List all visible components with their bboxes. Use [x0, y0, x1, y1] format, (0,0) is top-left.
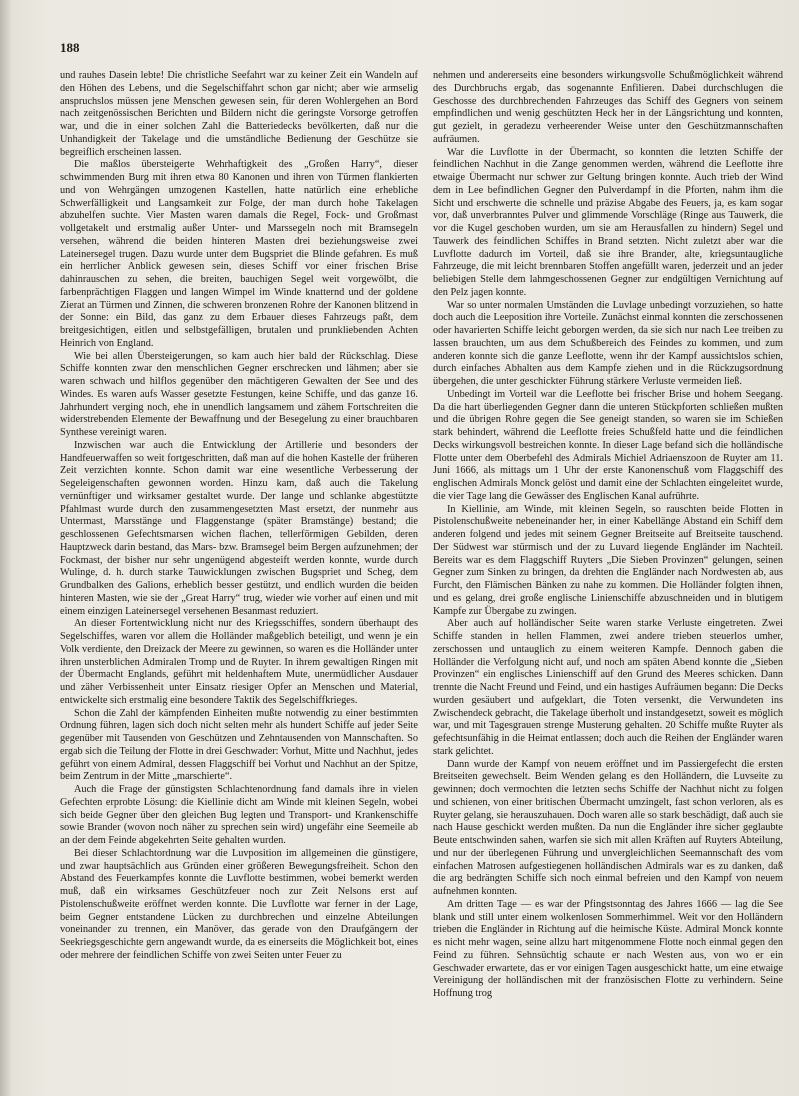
paragraph: Aber auch auf holländischer Seite waren starke Verluste eingetreten. Zwei Schiffe standen in hellen Flammen, zwei andere trieben steuerlos umher, zerschossen und untauglich zu einem weiteren Kampfe. Dennoch gaben die Holländer die Verfolgung nicht auf, und noch am späten Abend konnte die „Sieben Provinzen“ ein englisches Linienschiff auf den Grund des Meeres schicken. Dann trennte die Nacht Freund und Feind, und ein hastiges Aufräumen begann: Die Decks wurden gesäubert und aufgeklart, die Toten versenkt, die Verwundeten ins Zwischendeck gebracht, die Takelage überholt und instandgesetzt, soweit es möglich war, und mit Tagesgrauen strenge Musterung gehalten. 20 Schiffe mußte Ruyter als gefechtsunfähig in die Heimat entlassen; doch auch die Reihen der Engländer waren stark gelichtet.	[433, 618, 783, 757]
left-column	[60, 70, 418, 963]
paragraph: War die Luvflotte in der Übermacht, so konnten die letzten Schiffe der feindlichen Nachhut in die Zange genommen werden, während die Leeflotte ihre etwaige Übermacht nur schwer zur Geltung bringen konnte. Auch trieb der Wind dem in Lee befindlichen Gegner den Pulverdampf in die Pforten, nahm ihm die Sicht und erschwerte die schnelle und präzise Abgabe des Feuers, ja, es kam sogar vor, daß unverbranntes Pulver und glimmende Vorschläge (Ringe aus Tauwerk, die vor die Kugel geschoben wurden, um sie am Herausfallen zu hindern) Segel und Tauwerk des feindlichen Schiffes in Brand setzten. Nicht zuletzt aber war die Luvflotte dadurch im Vorteil, daß sie ihre Brander, alte, kriegsuntaugliche Fahrzeuge, die mit leicht brennbaren Stoffen angefüllt waren, jederzeit und an jeder beliebigen Stelle dem lahmgeschossenen Gegner zur endgültigen Vernichtung auf den Pelz jagen konnte.	[433, 146, 783, 298]
paragraph: Wie bei allen Übersteigerungen, so kam auch hier bald der Rückschlag. Diese Schiffe konnten zwar den menschlichen Gegner erschrecken und lähmen; aber sie waren schwach und hilflos gegenüber den mächtigeren Gewalten der See und des Windes. Es waren aufs Wasser gesetzte Festungen, keine Schiffe, und das ganze 16. Jahrhundert verging noch, ehe in unendlich langsamem und zähem Fortschreiten die widerstrebenden Elemente der Bewaffnung und der Besegelung zu einer brauchbaren Synthese vereinigt waren.	[60, 350, 418, 438]
gutter-shadow	[0, 0, 12, 1096]
paragraph: Unbedingt im Vorteil war die Leeflotte bei frischer Brise und hohem Seegang. Da die hart überliegenden Gegner dann die unteren Stückpforten schließen mußten und die übrigen Rohre gegen die See geneigt standen, so waren sie im Schießen stark behindert, während die Leeflotte freies Schußfeld hatte und die feindlichen Decks wirkungsvoll bestreichen konnte. In dieser Lage befand sich die holländische Flotte unter dem Oberbefehl des Admirals Michiel Adriaenszoon de Ruyter am 11. Juni 1666, als mittags um 1 Uhr der erste Kanonenschuß vom Flaggschiff des englischen Admirals Monck gelöst und damit eine der Schlachten eingeleitet wurde, die vier Tage lang die Gewässer des Englischen Kanal aufrührte.	[433, 388, 783, 502]
paragraph: Die maßlos übersteigerte Wehrhaftigkeit des „Großen Harry“, dieser schwimmenden Burg mit ihren etwa 80 Kanonen und ihren von Türmen flankierten und von Wehrgängen umzogenen Kastellen, hatte natürlich eine erhebliche Schwerfälligkeit und Langsamkeit zur Folge, der man durch hohe Takelagen abzuhelfen suchte. Vier Masten waren damals die Regel, Fock- und Großmast vollgetakelt und erstmalig außer Unter- und Marssegeln noch mit Bramsegeln versehen, während die beiden hinteren Masten drei beziehungsweise zwei Lateinersegel trugen. Dazu wurde unter dem Bugspriet die Blinde gefahren. Es muß ein herrlicher Anblick gewesen sein, dieses Schiff vor einer frischen Brise dahinrauschen zu sehen, die breiten, bauchigen Segel weit vorgewölbt, die farbenprächtigen Flaggen und langen Wimpel im Winde knatternd und der goldene Zierat an Türmen und Zinnen, die schweren bronzenen Rohre der Kanonen blitzend in der Sonne: ein Bild, das ganz zu dem Erbauer dieses Fahrzeugs paßt, dem breitgesichtigen, eitlen und selbstgefälligen, brutalen und prunkliebenden Achten Heinrich von England.	[60, 159, 418, 349]
paragraph: War so unter normalen Umständen die Luvlage unbedingt vorzuziehen, so hatte doch auch die Leeposition ihre Vorteile. Zunächst einmal konnten die zerschossenen oder havarierten Schiffe leicht geborgen werden, da sie sich nur nach Lee treiben zu lassen brauchten, um aus dem Schußbereich des Feindes zu kommen, und zum anderen konnte sich die ganze Leeflotte, wenn ihr der Kampf aussichtslos schien, durch einfaches Abhalten aus dem Kampfe ziehen und in die Rückzugsordnung übergehen, die unter geschickter Führung stärkere Verluste vermeiden ließ.	[433, 299, 783, 387]
right-column	[433, 70, 783, 1001]
paragraph: Bei dieser Schlachtordnung war die Luvposition im allgemeinen die günstigere, und zwar hauptsächlich aus Gründen einer größeren Bewegungsfreiheit. Schon den Abstand des Feuerkampfes konnte die Luvflotte bestimmen, wobei bemerkt werden muß, daß ein wirksames Geschützfeuer noch zur Zeit Nelsons erst auf Pistolenschußweite eröffnet werden konnte. Die Luvflotte war ferner in der Lage, beim Gegner entstandene Lücken zu durchbrechen und einzelne Abteilungen voneinander zu trennen, ein Manöver, das gerade von den Draufgängern der Seekriegsgeschichte gern angewandt wurde, da es einerseits die Möglichkeit bot, eines oder mehrere der feindlichen Schiffe von zwei Seiten unter Feuer zu	[60, 847, 418, 961]
paragraph: Am dritten Tage — es war der Pfingstsonntag des Jahres 1666 — lag die See blank und still unter einem wolkenlosen Sommerhimmel. Weit vor den Holländern trieben die Engländer in Richtung auf die heimische Küste. Admiral Monck konnte es nicht mehr wagen, seine allzu hart mitgenommene Flotte noch einmal gegen den Feind zu führen. Sehnsüchtig schaute er nach Westen aus, von wo er ein Geschwader erwartete, das er vor einigen Tagen ausgeschickt hatte, um eine etwaige Vereinigung der holländischen mit der französischen Flotte zu verhindern. Seine Hoffnung trog	[433, 898, 783, 999]
paragraph: nehmen und andererseits eine besonders wirkungsvolle Schußmöglichkeit während des Durchbruchs ergab, das sogenannte Enfilieren. Dabei durchschlugen die Geschosse des durchbrechenden Fahrzeuges das Schiff des Gegners von seinem empfindlichen und wenig geschützten Heck her in der Längsrichtung und konnten, gut gezielt, in geradezu verheerender Weise unter den Geschützmannschaften aufräumen.	[433, 70, 783, 145]
paragraph: Schon die Zahl der kämpfenden Einheiten mußte notwendig zu einer bestimmten Ordnung führen, lagen sich doch nicht selten mehr als hundert Schiffe auf jeder Seite gegenüber mit Tausenden von Geschützen und Zehntausenden von Mannschaften. So ergab sich die Teilung der Flotte in drei Geschwader: Vorhut, Mitte und Nachhut, jedes geführt von einem Admiral, dessen Flaggschiff bei Vorhut und Nachhut an der Spitze, beim Zentrum in der Mitte „marschierte“.	[60, 707, 418, 783]
paragraph: und rauhes Dasein lebte! Die christliche Seefahrt war zu keiner Zeit ein Wandeln auf den Höhen des Lebens, und die Segelschiffahrt schon gar nicht; aber wie armselig anspruchslos müssen jene Menschen gewesen sein, für deren Wohlergehen an Bord nach zeitgenössischen Berichten und Bildern nicht die geringste Vorsorge getroffen war, und die in einer solchen Zahl die Batteriedecks bevölkerten, daß nur die Unhandigkeit der Takelage und die umständliche Bedienung der Geschütze sie begreiflich erscheinen lassen.	[60, 70, 418, 158]
paragraph: Auch die Frage der günstigsten Schlachtenordnung fand damals ihre in vielen Gefechten erprobte Lösung: die Kiellinie dicht am Winde mit kleinen Segeln, wobei sich beide Gegner über den gleichen Bug legten und Transport- und Krankenschiffe sowie Brander (wovon noch näher zu sprechen sein wird) ungefähr eine Seemeile ab an der dem Feinde abgekehrten Seite gehalten wurden.	[60, 784, 418, 846]
page-number: 188	[60, 40, 80, 55]
paragraph: In Kiellinie, am Winde, mit kleinen Segeln, so rauschten beide Flotten in Pistolenschußweite nebeneinander her, in einer Kabellänge Abstand ein Schiff dem anderen folgend und jedes mit seinem Gegner Breitseite auf Breitseite tauschend. Der Südwest war stürmisch und der zu Luvard liegende Engländer im Nachteil. Bereits war es dem Flaggschiff Ruyters „Die Sieben Provinzen“ gelungen, seinen Gegner zum Sinken zu bringen, da drehten die Engländer nach Nordwesten ab, aus Furcht, den Flämischen Bänken zu nahe zu kommen. Die Holländer folgten ihnen, und es gelang, drei große englische Linienschiffe abzuschneiden und in blutigem Kampfe zur Übergabe zu zwingen.	[433, 503, 783, 617]
paragraph: Inzwischen war auch die Entwicklung der Artillerie und besonders der Handfeuerwaffen so weit fortgeschritten, daß man auf die hohen Kastelle der früheren Zeit verzichten konnte. Schon damit war eine wesentliche Verbesserung der Segeleigenschaften gewonnen worden. Hinzu kam, daß auch die Takelung vernünftiger und wirksamer gestaltet wurde. Der lange und schlanke abgestützte Pfahlmast wurde durch den zusammengesetzten Mast ersetzt, der nunmehr aus Untermast, Marsstänge und Flaggenstange (später Bramstänge) bestand; die geschlossenen Gefechtsmarsen wichen flachen, tellerförmigen Gebilden, deren Hauptzweck darin bestand, das Mars- bzw. Bramsegel beim Bergen aufzunehmen; der Fockmast, der bisher nur sehr ungenügend abgesteift werden konnte, wurde durch Wulinge, d. h. durch starke Tauwicklungen zwischen Bugspriet und Scheg, dem Grundbalken des Galions, erheblich besser gestützt, und endlich wurden die beiden hinteren Masten, wie sie der „Great Harry“ trug, wieder wie vorher auf einen und mit einem einzigen Lateinersegel versehenen Besanmast reduziert.	[60, 439, 418, 617]
paragraph: Dann wurde der Kampf von neuem eröffnet und im Passiergefecht die ersten Breitseiten gewechselt. Beim Wenden gelang es den Holländern, die Luvseite zu gewinnen; doch vermochten die letzten sechs Schiffe der Nachhut nicht zu folgen und schienen, von einer britischen Übermacht umzingelt, fast schon verloren, als es Ruyter gelang, sie herauszuhauen. Doch waren alle so stark beschädigt, daß auch sie nach Hause geschickt werden mußten. Da nun die Engländer ihre sicher geglaubte Beute entschwinden sahen, warfen sie sich mit allen Kräften auf Ruyters Abteilung, und nur der überlegenen Führung und unvergleichlichen Seemannschaft des vom einfachen Matrosen aufgestiegenen holländischen Admirals war es zu danken, daß die arg bedrängten Schiffe sich noch einmal befreien und den Kampf von neuem aufnehmen konnten.	[433, 758, 783, 897]
paragraph: An dieser Fortentwicklung nicht nur des Kriegsschiffes, sondern überhaupt des Segelschiffes, waren vor allem die Holländer maßgeblich beteiligt, und wenn je ein Volk verdiente, den Dreizack der Meere zu gewinnen, so waren es die Holländer unter ihren unsterblichen Admiralen Tromp und de Ruyter. In ihrem gewaltigen Ringen mit der Übermacht Englands, geführt mit heldenhaftem Mute, unermüdlicher Ausdauer und zäher Verbissenheit unter Einsatz riesiger Opfer an Menschen und Material, entwickelte sich erstmalig eine besondere Taktik des Segelschiffkrieges.	[60, 618, 418, 706]
